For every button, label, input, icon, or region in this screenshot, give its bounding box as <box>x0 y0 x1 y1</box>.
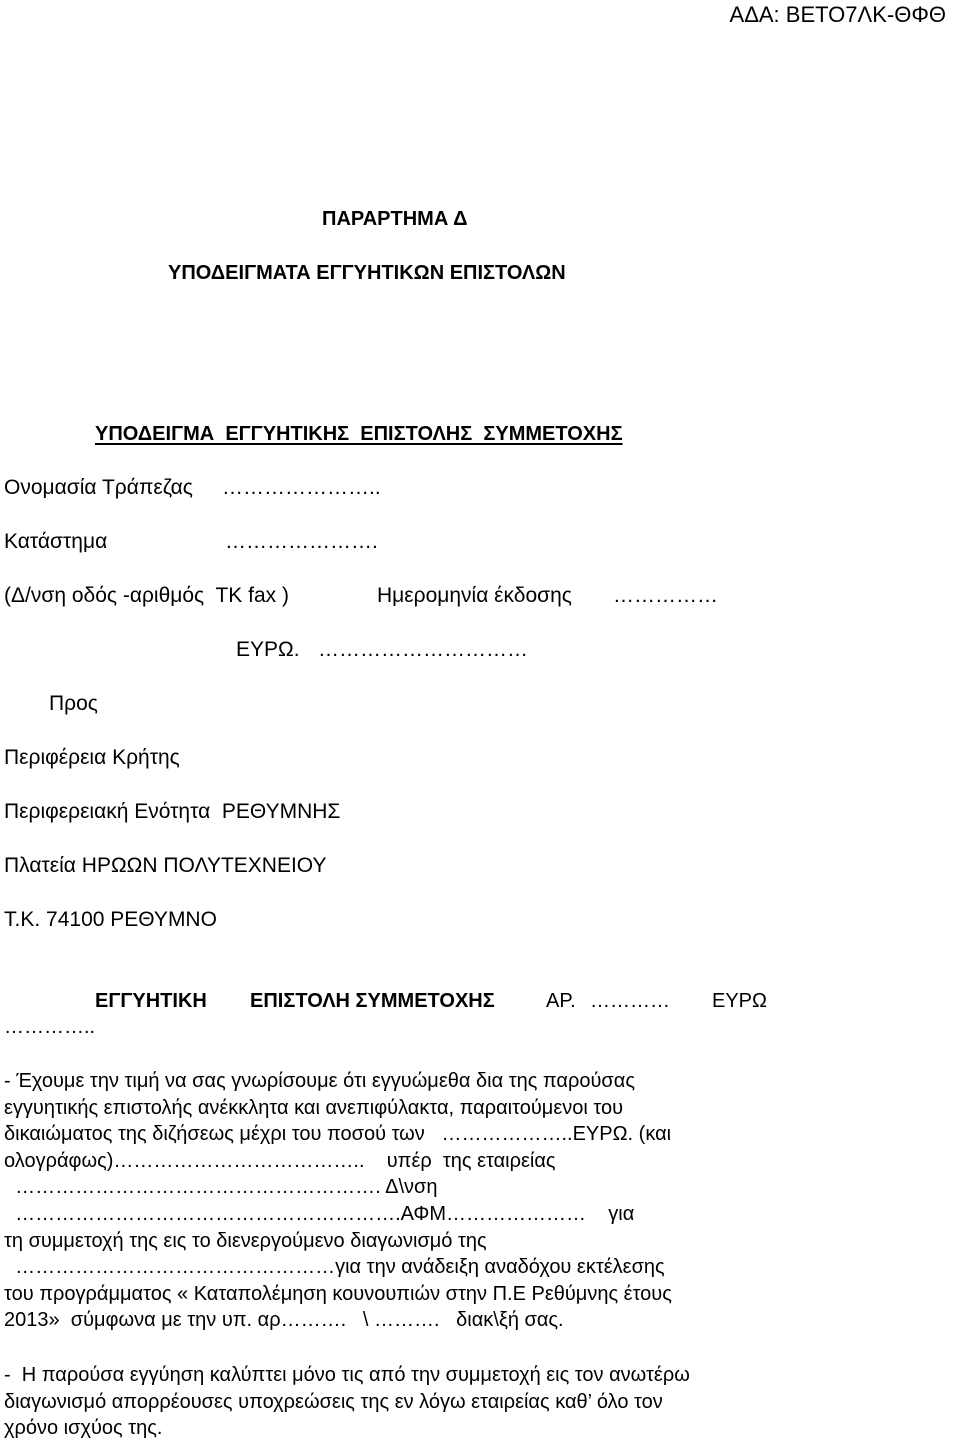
issue-date-label: Ημερομηνία έκδοσης <box>377 584 572 607</box>
body-line: τη συμμετοχή της εις το διενεργούμενο διαγωνισμό της <box>4 1229 487 1252</box>
recipient-to: Προς <box>49 692 98 715</box>
body-line: 2013» σύμφωνα με την υπ. αρ………. \ ………. διακ\ξή σας. <box>4 1309 564 1332</box>
annex-title: ΠΑΡΑΡΤΗΜΑ Δ <box>322 208 468 230</box>
samples-title: ΥΠΟΔΕΙΓΜΑΤΑ ΕΓΓΥΗΤΙΚΩΝ ΕΠΙΣΤΟΛΩΝ <box>168 262 566 284</box>
guarantee-trailing-dots: ………….. <box>4 1016 96 1038</box>
coverage-line: διαγωνισμό απορρέουσες υποχρεώσεις της εν λόγω εταιρείας καθ’ όλο τον <box>4 1390 663 1413</box>
body-line: - Έχουμε την τιμή να σας γνωρίσουμε ότι εγγυώμεθα δια της παρούσας <box>4 1070 635 1092</box>
guarantee-number-dots: ………… <box>590 990 670 1012</box>
amount-label: ΕΥΡΩ. <box>236 638 300 661</box>
body-line: …………………………………………για την ανάδειξη αναδόχου εκτέλεσης <box>4 1256 665 1279</box>
body-line: δικαιώματος της διζήσεως μέχρι του ποσού των ………………..ΕΥΡΩ. (και <box>4 1123 672 1146</box>
body-line: ολογράφως)……………………………….. υπέρ της εταιρείας <box>4 1149 556 1172</box>
body-line: του προγράμματος « Καταπολέμηση κουνουπιών στην Π.Ε Ρεθύμνης έτους <box>4 1282 672 1305</box>
guarantee-title-part-a: ΕΓΓΥΗΤΙΚΗ <box>95 990 207 1012</box>
address-label: (Δ/νση οδός -αριθμός ΤΚ fax ) <box>4 584 289 607</box>
body-line: εγγυητικής επιστολής ανέκκλητα και ανεπιφύλακτα, παραιτούμενοι του <box>4 1096 624 1119</box>
bank-name-label: Ονομασία Τράπεζας <box>4 476 193 499</box>
coverage-line: - Η παρούσα εγγύηση καλύπτει μόνο τις από την συμμετοχή εις τον ανωτέρω <box>4 1364 690 1386</box>
coverage-paragraph <box>4 1362 690 1442</box>
body-line: ………………………………………………. Δ\νση <box>4 1176 438 1199</box>
recipient-line: Πλατεία ΗΡΩΩΝ ΠΟΛΥΤΕΧΝΕΙΟΥ <box>4 854 327 877</box>
bank-name-dots: ………………….. <box>222 476 381 499</box>
guarantee-number-label: ΑΡ. <box>546 990 576 1012</box>
recipient-line: Τ.Κ. 74100 ΡΕΘΥΜΝΟ <box>4 908 217 931</box>
branch-dots: …………………. <box>225 530 378 553</box>
amount-dots: ………………………… <box>318 638 528 661</box>
guarantee-title-part-b: ΕΠΙΣΤΟΛΗ ΣΥΜΜΕΤΟΧΗΣ <box>250 990 495 1012</box>
guarantee-body <box>4 1068 672 1334</box>
body-line: ………………………………………………….ΑΦΜ………………… για <box>4 1202 635 1225</box>
recipient-line: Περιφέρεια Κρήτης <box>4 746 180 769</box>
recipient-line: Περιφερειακή Ενότητα ΡΕΘΥΜΝΗΣ <box>4 800 341 823</box>
issue-date-dots: …………… <box>613 584 718 607</box>
guarantee-currency: ΕΥΡΩ <box>712 990 767 1012</box>
ada-code: ΑΔΑ: ΒΕΤΟ7ΛΚ-ΘΦΘ <box>729 2 946 27</box>
branch-label: Κατάστημα <box>4 530 108 553</box>
participation-sample-title: ΥΠΟΔΕΙΓΜΑ ΕΓΓΥΗΤΙΚΗΣ ΕΠΙΣΤΟΛΗΣ ΣΥΜΜΕΤΟΧΗΣ <box>95 423 623 445</box>
coverage-line: χρόνο ισχύος της. <box>4 1417 163 1440</box>
